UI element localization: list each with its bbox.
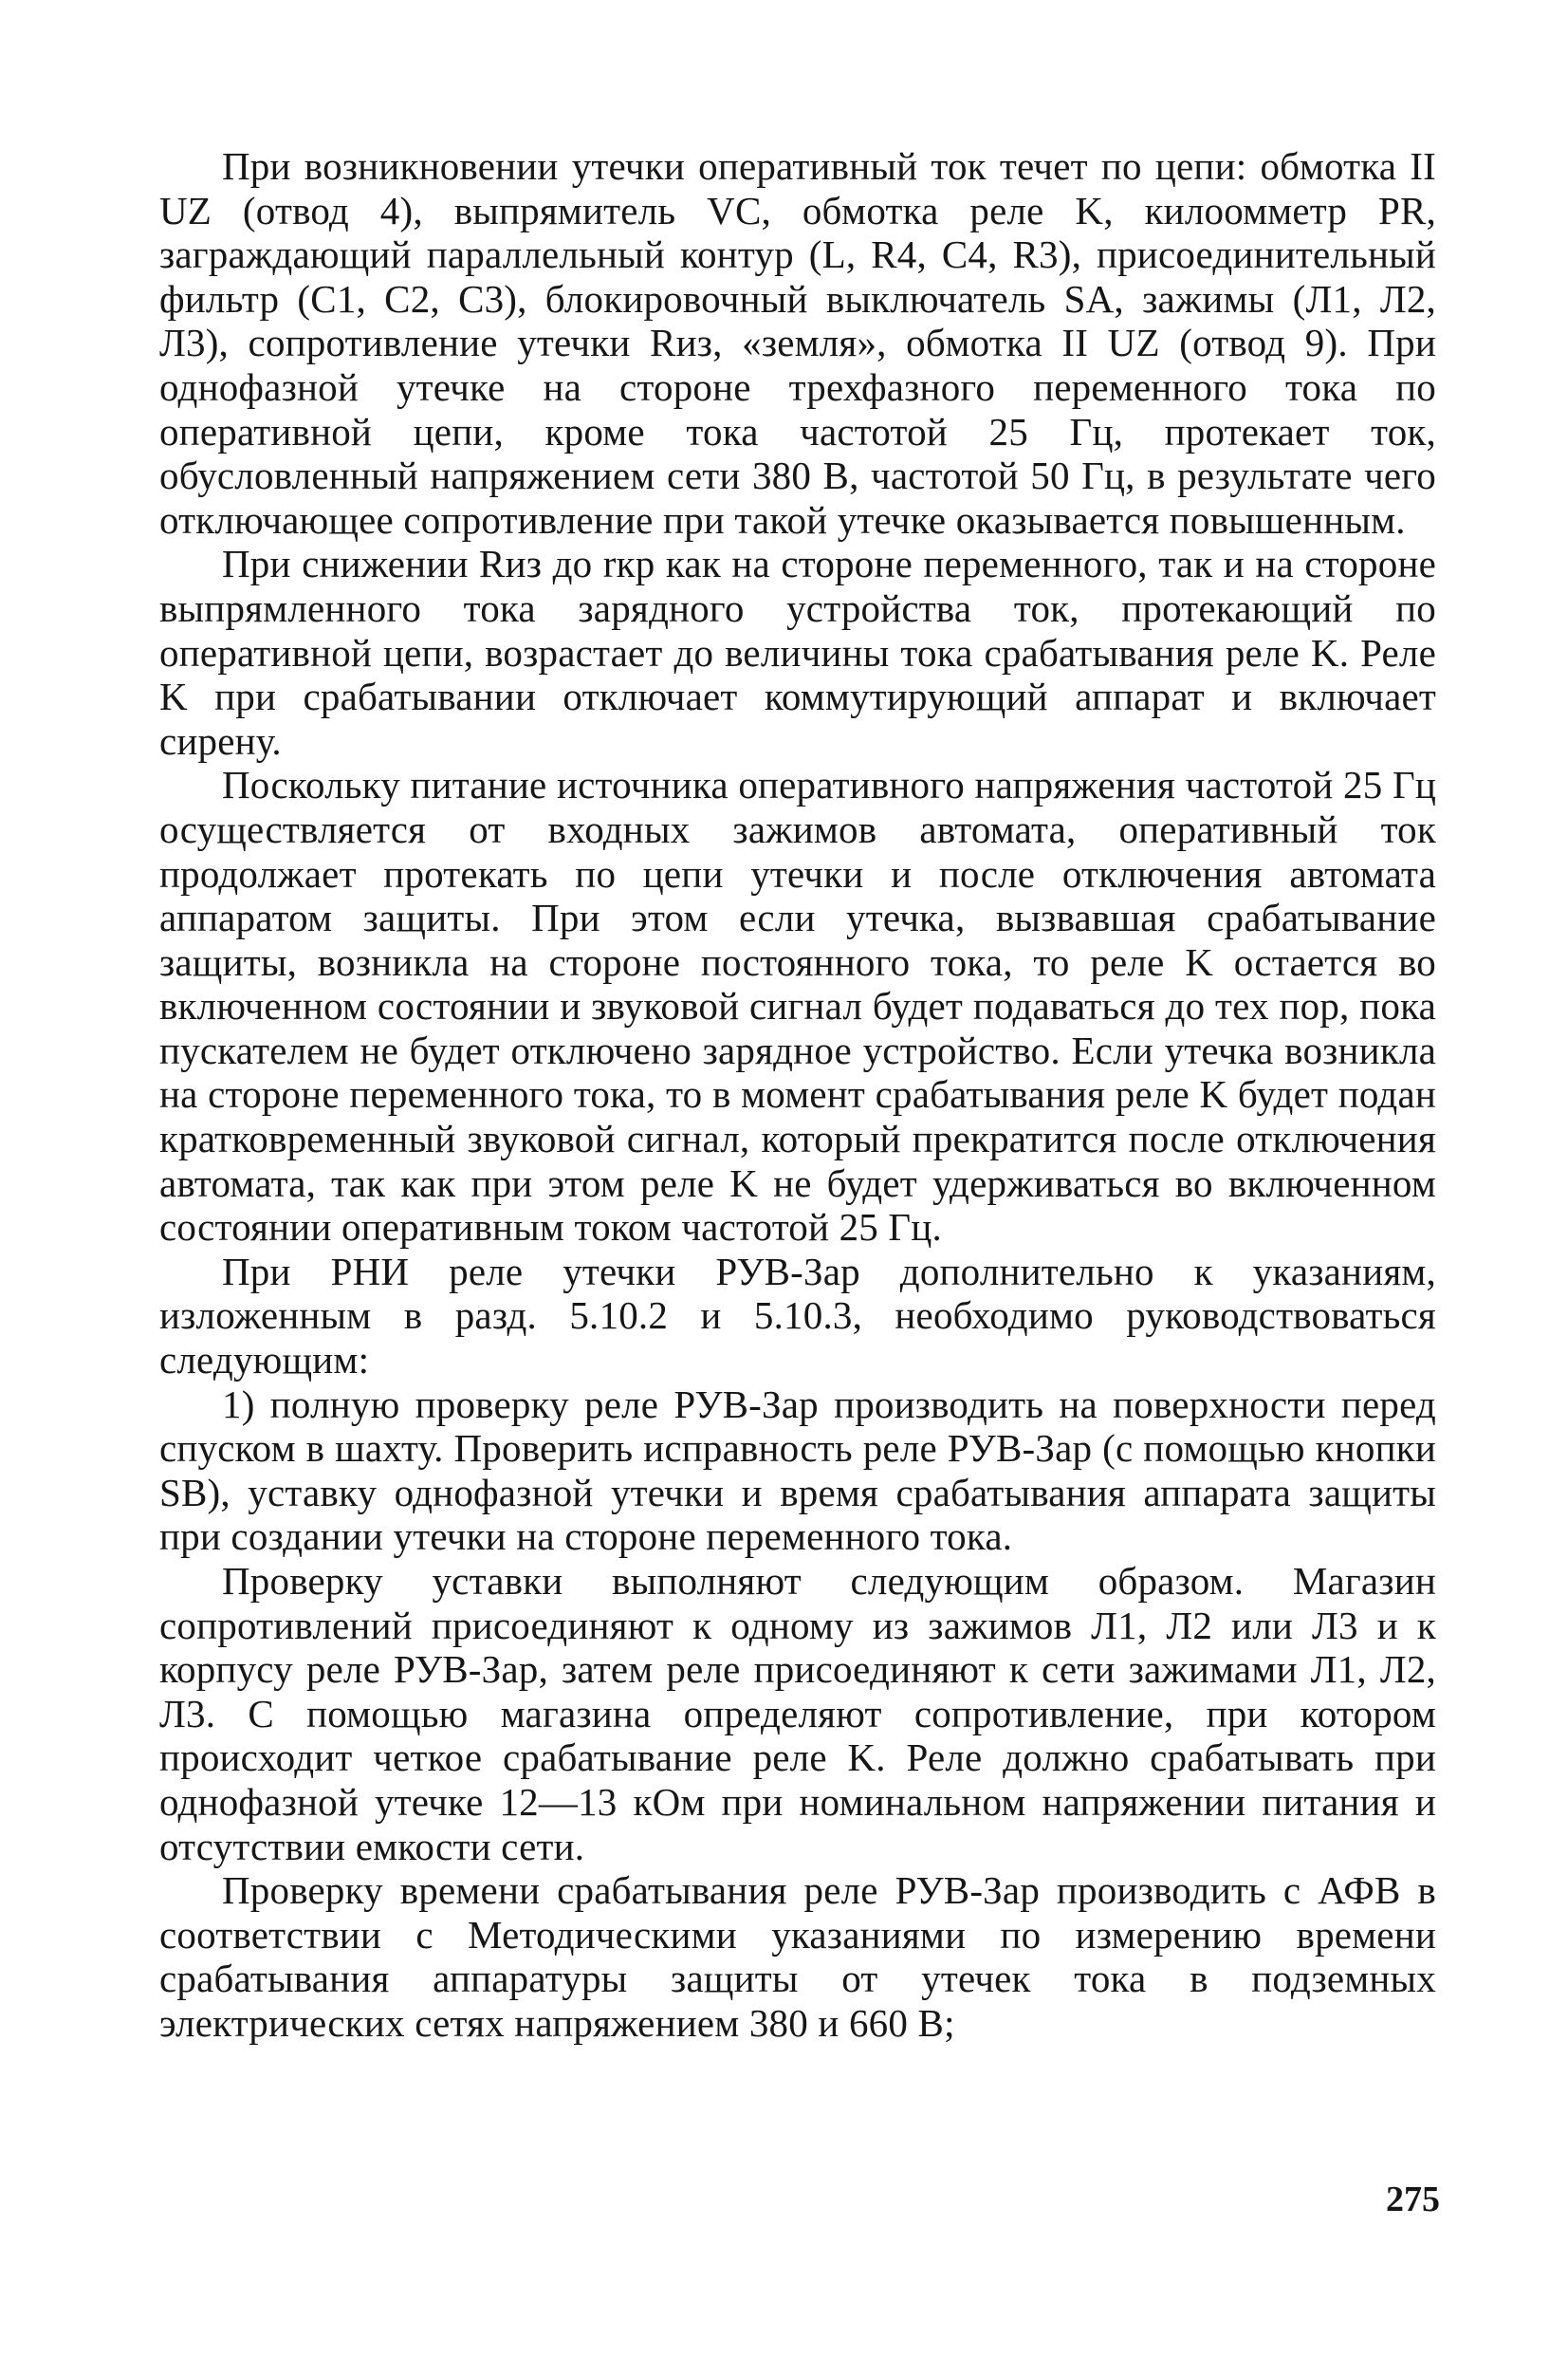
paragraph-setpoint-check: Проверку уставки выполняют следующим образом. Магазин сопротивлений присоединяют к одному из зажимов Л1, Л2 или Л3 и к корпусу реле РУВ-Зар, затем реле присоединяют к сети зажимами Л1, Л2, Л3. С помощью магазина определяют сопротивление, при котором происходит четкое срабатывание реле K. Реле должно срабатывать при однофазной утечке 12—13 кОм при номинальном напряжении питания и отсутствии емкости сети.: [159, 1559, 1436, 1868]
body-text: [159, 144, 1436, 2046]
paragraph-power-supply: Поскольку питание источника оперативного напряжения частотой 25 Гц осуществляется от входных зажимов автомата, оперативный ток продолжает протекать по цепи утечки и после отключения автомата аппаратом защиты. При этом если утечка, вызвавшая срабатывание защиты, возникла на стороне постоянного тока, то реле K остается во включенном состоянии и звуковой сигнал будет подаваться до тех пор, пока пускателем не будет отключено зарядное устройство. Если утечка возникла на стороне переменного тока, то в момент срабатывания реле K будет подан кратковременный звуковой сигнал, который прекратится после отключения автомата, так как при этом реле K не будет удерживаться во включенном состоянии оперативным током частотой 25 Гц.: [159, 763, 1436, 1250]
paragraph-resistance-drop: При снижении Rиз до rкр как на стороне переменного, так и на стороне выпрямленного тока зарядного устройства ток, протекающий по оперативной цепи, возрастает до величины тока срабатывания реле K. Реле K при срабатывании отключает коммутирующий аппарат и включает сирену.: [159, 542, 1436, 763]
paragraph-rni-intro: При РНИ реле утечки РУВ-Зар дополнительно к указаниям, изложенным в разд. 5.10.2 и 5.10.3, необходимо руководствоваться следующим:: [159, 1249, 1436, 1382]
paragraph-leakage-circuit: При возникновении утечки оперативный ток течет по цепи: обмотка II UZ (отвод 4), выпрямитель VC, обмотка реле K, килоомметр PR, заграждающий параллельный контур (L, R4, C4, R3), присоединительный фильтр (C1, C2, C3), блокировочный выключатель SA, зажимы (Л1, Л2, Л3), сопротивление утечки Rиз, «земля», обмотка II UZ (отвод 9). При однофазной утечке на стороне трехфазного переменного тока по оперативной цепи, кроме тока частотой 25 Гц, протекает ток, обусловленный напряжением сети 380 В, частотой 50 Гц, в результате чего отключающее сопротивление при такой утечке оказывается повышенным.: [159, 144, 1436, 542]
page-number: 275: [1386, 2180, 1440, 2219]
paragraph-list-item-1: 1) полную проверку реле РУВ-Зар производить на поверхности перед спуском в шахту. Проверить исправность реле РУВ-Зар (с помощью кнопки SB), уставку однофазной утечки и время срабатывания аппарата защиты при создании утечки на стороне переменного тока.: [159, 1382, 1436, 1559]
paragraph-time-check: Проверку времени срабатывания реле РУВ-Зар производить с АФВ в соответствии с Методическими указаниями по измерению времени срабатывания аппаратуры защиты от утечек тока в подземных электрических сетях напряжением 380 и 660 В;: [159, 1868, 1436, 2045]
